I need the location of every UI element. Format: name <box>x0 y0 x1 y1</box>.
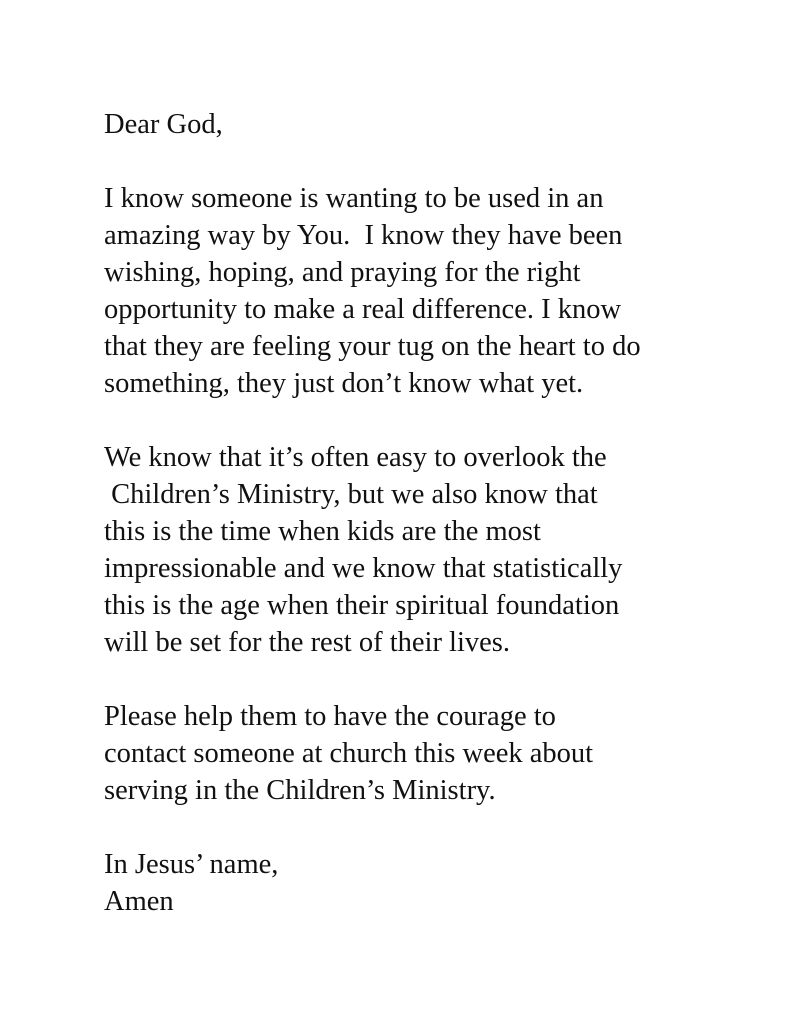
paragraph-2-line-6: will be set for the rest of their lives. <box>104 627 511 658</box>
paragraph-1-line-6: something, they just don’t know what yet. <box>104 368 584 399</box>
paragraph-2-line-3: this is the time when kids are the most <box>104 516 541 547</box>
closing: In Jesus’ name, <box>104 849 279 880</box>
paragraph-2-line-1: We know that it’s often easy to overlook the <box>104 442 607 473</box>
paragraph-gap <box>104 143 764 180</box>
signoff: Amen <box>104 886 174 917</box>
paragraph-gap <box>104 809 764 846</box>
paragraph-3 <box>104 698 764 809</box>
paragraph-2-line-2: Children’s Ministry, but we also know that <box>104 479 598 510</box>
paragraph-3-line-2: contact someone at church this week about <box>104 738 594 769</box>
prayer-letter <box>104 106 764 920</box>
paragraph-1 <box>104 180 764 402</box>
paragraph-3-line-1: Please help them to have the courage to <box>104 701 556 732</box>
paragraph-1-line-1: I know someone is wanting to be used in an <box>104 183 604 214</box>
paragraph-gap <box>104 661 764 698</box>
paragraph-1-line-5: that they are feeling your tug on the heart to do <box>104 331 641 362</box>
paragraph-2-line-5: this is the age when their spiritual foundation <box>104 590 620 621</box>
paragraph-1-line-2: amazing way by You. I know they have been <box>104 220 623 251</box>
greeting: Dear God, <box>104 109 223 140</box>
paragraph-1-line-3: wishing, hoping, and praying for the right <box>104 257 581 288</box>
paragraph-2 <box>104 439 764 661</box>
paragraph-gap <box>104 402 764 439</box>
paragraph-1-line-4: opportunity to make a real difference. I know <box>104 294 622 325</box>
paragraph-2-line-4: impressionable and we know that statistically <box>104 553 623 584</box>
paragraph-3-line-3: serving in the Children’s Ministry. <box>104 775 496 806</box>
